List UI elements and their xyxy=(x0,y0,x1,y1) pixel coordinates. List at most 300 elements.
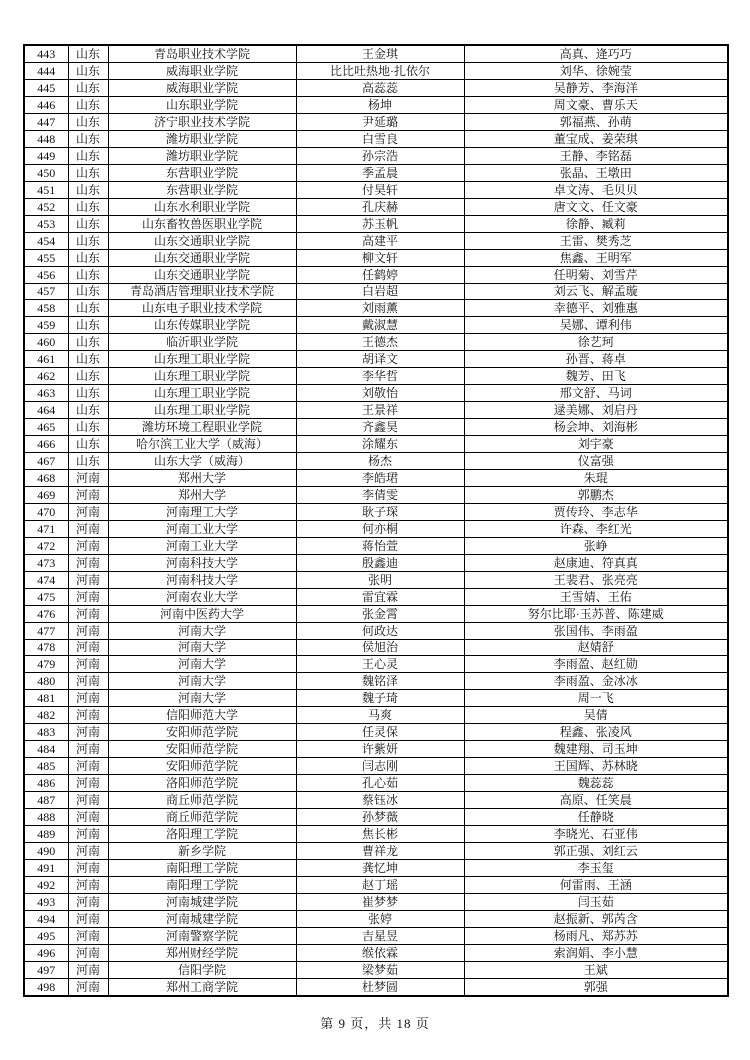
cell-advisors: 杨会坤、刘海彬 xyxy=(464,419,728,436)
cell-no: 493 xyxy=(24,893,68,910)
cell-student: 耿子琛 xyxy=(296,503,464,520)
table-row xyxy=(24,419,728,436)
cell-province: 山东 xyxy=(68,232,108,249)
cell-province: 河南 xyxy=(68,571,108,588)
cell-school: 商丘师范学院 xyxy=(108,809,296,826)
table-row xyxy=(24,486,728,503)
award-list-table xyxy=(23,44,729,997)
table-row xyxy=(24,45,728,63)
cell-no: 466 xyxy=(24,436,68,453)
cell-student: 杨杰 xyxy=(296,453,464,470)
cell-school: 临沂职业学院 xyxy=(108,334,296,351)
cell-school: 河南警察学院 xyxy=(108,927,296,944)
table-row xyxy=(24,910,728,927)
cell-school: 河南工业大学 xyxy=(108,520,296,537)
cell-no: 488 xyxy=(24,809,68,826)
cell-advisors: 赵康迪、符真真 xyxy=(464,554,728,571)
cell-province: 河南 xyxy=(68,588,108,605)
cell-province: 山东 xyxy=(68,453,108,470)
cell-no: 479 xyxy=(24,656,68,673)
cell-student: 任灵保 xyxy=(296,724,464,741)
cell-province: 山东 xyxy=(68,181,108,198)
cell-no: 462 xyxy=(24,368,68,385)
cell-student: 马爽 xyxy=(296,707,464,724)
cell-student: 尹延璐 xyxy=(296,113,464,130)
cell-no: 486 xyxy=(24,775,68,792)
cell-school: 信阳学院 xyxy=(108,961,296,978)
cell-no: 443 xyxy=(24,45,68,63)
cell-school: 威海职业学院 xyxy=(108,63,296,80)
cell-student: 高蕊蕊 xyxy=(296,80,464,97)
cell-school: 河南大学 xyxy=(108,622,296,639)
cell-province: 山东 xyxy=(68,130,108,147)
cell-no: 464 xyxy=(24,402,68,419)
cell-province: 山东 xyxy=(68,147,108,164)
cell-advisors: 张峥 xyxy=(464,537,728,554)
cell-school: 商丘师范学院 xyxy=(108,792,296,809)
cell-student: 魏铭泽 xyxy=(296,673,464,690)
cell-school: 东营职业学院 xyxy=(108,181,296,198)
cell-advisors: 张国伟、李雨盈 xyxy=(464,622,728,639)
cell-no: 444 xyxy=(24,63,68,80)
cell-province: 山东 xyxy=(68,63,108,80)
cell-province: 河南 xyxy=(68,656,108,673)
cell-province: 河南 xyxy=(68,690,108,707)
cell-no: 494 xyxy=(24,910,68,927)
table-row xyxy=(24,876,728,893)
table-row xyxy=(24,385,728,402)
table-row xyxy=(24,792,728,809)
table-row xyxy=(24,605,728,622)
cell-advisors: 李雨盈、金冰冰 xyxy=(464,673,728,690)
cell-no: 497 xyxy=(24,961,68,978)
cell-no: 485 xyxy=(24,758,68,775)
cell-advisors: 李晓光、石亚伟 xyxy=(464,826,728,843)
cell-no: 474 xyxy=(24,571,68,588)
cell-school: 山东大学（威海） xyxy=(108,453,296,470)
cell-advisors: 焦鑫、王明军 xyxy=(464,249,728,266)
cell-student: 柳文轩 xyxy=(296,249,464,266)
cell-student: 胡译文 xyxy=(296,351,464,368)
cell-no: 447 xyxy=(24,113,68,130)
cell-student: 赵丁瑶 xyxy=(296,876,464,893)
cell-student: 吉星昱 xyxy=(296,927,464,944)
cell-no: 480 xyxy=(24,673,68,690)
cell-student: 齐鑫昊 xyxy=(296,419,464,436)
cell-no: 451 xyxy=(24,181,68,198)
cell-school: 山东职业学院 xyxy=(108,97,296,114)
cell-school: 河南科技大学 xyxy=(108,571,296,588)
cell-student: 蔡钰冰 xyxy=(296,792,464,809)
cell-no: 487 xyxy=(24,792,68,809)
table-row xyxy=(24,80,728,97)
cell-school: 潍坊环境工程职业学院 xyxy=(108,419,296,436)
cell-no: 446 xyxy=(24,97,68,114)
cell-province: 山东 xyxy=(68,80,108,97)
cell-province: 河南 xyxy=(68,910,108,927)
cell-no: 481 xyxy=(24,690,68,707)
cell-no: 458 xyxy=(24,300,68,317)
table-row xyxy=(24,622,728,639)
cell-advisors: 王静、李铭磊 xyxy=(464,147,728,164)
cell-student: 杨坤 xyxy=(296,97,464,114)
cell-student: 李华哲 xyxy=(296,368,464,385)
table-row xyxy=(24,283,728,300)
table-row xyxy=(24,893,728,910)
table-row xyxy=(24,809,728,826)
cell-province: 山东 xyxy=(68,215,108,232)
cell-province: 河南 xyxy=(68,554,108,571)
cell-advisors: 王雪婧、王佑 xyxy=(464,588,728,605)
cell-no: 461 xyxy=(24,351,68,368)
cell-school: 河南大学 xyxy=(108,690,296,707)
cell-advisors: 李雨盈、赵红勋 xyxy=(464,656,728,673)
cell-no: 475 xyxy=(24,588,68,605)
cell-advisors: 赵婧舒 xyxy=(464,639,728,656)
table-row xyxy=(24,537,728,554)
cell-advisors: 程鑫、张凌风 xyxy=(464,724,728,741)
cell-advisors: 郭正强、刘红云 xyxy=(464,842,728,859)
table-row xyxy=(24,453,728,470)
cell-school: 郑州大学 xyxy=(108,469,296,486)
cell-advisors: 朱琨 xyxy=(464,469,728,486)
cell-advisors: 何雷雨、王涵 xyxy=(464,876,728,893)
table-row xyxy=(24,97,728,114)
cell-province: 河南 xyxy=(68,978,108,996)
cell-student: 雷宜霖 xyxy=(296,588,464,605)
cell-school: 山东电子职业技术学院 xyxy=(108,300,296,317)
cell-advisors: 索润娟、李小慧 xyxy=(464,944,728,961)
cell-province: 河南 xyxy=(68,622,108,639)
table-row xyxy=(24,147,728,164)
cell-school: 青岛职业技术学院 xyxy=(108,45,296,63)
cell-no: 460 xyxy=(24,334,68,351)
table-row xyxy=(24,334,728,351)
cell-no: 496 xyxy=(24,944,68,961)
table-row xyxy=(24,775,728,792)
cell-province: 山东 xyxy=(68,283,108,300)
cell-student: 王金琪 xyxy=(296,45,464,63)
cell-advisors: 刘华、徐婉莹 xyxy=(464,63,728,80)
cell-province: 河南 xyxy=(68,605,108,622)
cell-school: 洛阳理工学院 xyxy=(108,826,296,843)
table-row xyxy=(24,724,728,741)
cell-student: 高建平 xyxy=(296,232,464,249)
cell-student: 梁梦茹 xyxy=(296,961,464,978)
cell-no: 465 xyxy=(24,419,68,436)
table-row xyxy=(24,690,728,707)
table-row xyxy=(24,469,728,486)
cell-advisors: 贾传玲、李志华 xyxy=(464,503,728,520)
cell-province: 河南 xyxy=(68,469,108,486)
cell-advisors: 吴静芳、李海洋 xyxy=(464,80,728,97)
table-row xyxy=(24,842,728,859)
cell-advisors: 刘云飞、解孟璇 xyxy=(464,283,728,300)
table-row xyxy=(24,639,728,656)
cell-province: 河南 xyxy=(68,724,108,741)
cell-school: 山东水利职业学院 xyxy=(108,198,296,215)
table-row xyxy=(24,978,728,996)
cell-student: 许紫妍 xyxy=(296,741,464,758)
cell-no: 484 xyxy=(24,741,68,758)
cell-advisors: 吴娜、谭利伟 xyxy=(464,317,728,334)
cell-school: 山东交通职业学院 xyxy=(108,249,296,266)
cell-province: 山东 xyxy=(68,198,108,215)
cell-advisors: 闫玉茹 xyxy=(464,893,728,910)
cell-advisors: 李玉玺 xyxy=(464,859,728,876)
cell-province: 河南 xyxy=(68,758,108,775)
cell-no: 470 xyxy=(24,503,68,520)
table-row xyxy=(24,927,728,944)
cell-province: 山东 xyxy=(68,164,108,181)
cell-province: 河南 xyxy=(68,639,108,656)
table-row xyxy=(24,300,728,317)
cell-school: 济宁职业技术学院 xyxy=(108,113,296,130)
cell-advisors: 唐文文、任文豪 xyxy=(464,198,728,215)
cell-advisors: 孙晋、蒋卓 xyxy=(464,351,728,368)
table-row xyxy=(24,554,728,571)
cell-school: 山东理工职业学院 xyxy=(108,368,296,385)
cell-advisors: 任明菊、刘雪芹 xyxy=(464,266,728,283)
cell-school: 潍坊职业学院 xyxy=(108,147,296,164)
cell-province: 山东 xyxy=(68,300,108,317)
cell-province: 河南 xyxy=(68,876,108,893)
cell-province: 河南 xyxy=(68,893,108,910)
cell-advisors: 魏建翔、司玉坤 xyxy=(464,741,728,758)
cell-advisors: 卓文涛、毛贝贝 xyxy=(464,181,728,198)
cell-province: 山东 xyxy=(68,368,108,385)
cell-student: 龚忆坤 xyxy=(296,859,464,876)
cell-province: 山东 xyxy=(68,317,108,334)
cell-student: 王景祥 xyxy=(296,402,464,419)
table-row xyxy=(24,826,728,843)
cell-student: 苏玉帆 xyxy=(296,215,464,232)
cell-province: 河南 xyxy=(68,503,108,520)
cell-school: 青岛酒店管理职业技术学院 xyxy=(108,283,296,300)
cell-no: 459 xyxy=(24,317,68,334)
cell-advisors: 王国辉、苏林晓 xyxy=(464,758,728,775)
page-number-footer: 第 9 页，共 18 页 xyxy=(320,1016,430,1031)
cell-school: 河南城建学院 xyxy=(108,893,296,910)
cell-no: 445 xyxy=(24,80,68,97)
cell-province: 河南 xyxy=(68,520,108,537)
cell-student: 李倩雯 xyxy=(296,486,464,503)
cell-school: 郑州大学 xyxy=(108,486,296,503)
cell-student: 季孟晨 xyxy=(296,164,464,181)
cell-school: 安阳师范学院 xyxy=(108,724,296,741)
cell-school: 郑州财经学院 xyxy=(108,944,296,961)
cell-student: 戴淑慧 xyxy=(296,317,464,334)
cell-province: 河南 xyxy=(68,944,108,961)
table-row xyxy=(24,215,728,232)
cell-school: 南阳理工学院 xyxy=(108,859,296,876)
cell-student: 任鹤婷 xyxy=(296,266,464,283)
table-row xyxy=(24,588,728,605)
table-row xyxy=(24,266,728,283)
cell-advisors: 刘宇豪 xyxy=(464,436,728,453)
cell-no: 473 xyxy=(24,554,68,571)
table-row xyxy=(24,63,728,80)
cell-no: 456 xyxy=(24,266,68,283)
cell-no: 468 xyxy=(24,469,68,486)
table-row xyxy=(24,503,728,520)
cell-no: 467 xyxy=(24,453,68,470)
cell-no: 490 xyxy=(24,842,68,859)
cell-school: 河南理工大学 xyxy=(108,503,296,520)
cell-advisors: 杨雨凡、郑苏苏 xyxy=(464,927,728,944)
cell-school: 山东理工职业学院 xyxy=(108,402,296,419)
table-row xyxy=(24,113,728,130)
cell-advisors: 张晶、王墩田 xyxy=(464,164,728,181)
cell-school: 安阳师范学院 xyxy=(108,758,296,775)
table-row xyxy=(24,198,728,215)
cell-province: 河南 xyxy=(68,961,108,978)
table-row xyxy=(24,656,728,673)
cell-province: 河南 xyxy=(68,537,108,554)
cell-advisors: 许森、李红光 xyxy=(464,520,728,537)
cell-province: 河南 xyxy=(68,842,108,859)
cell-advisors: 高真、逄巧巧 xyxy=(464,45,728,63)
cell-no: 477 xyxy=(24,622,68,639)
table-row xyxy=(24,961,728,978)
cell-advisors: 幸德平、刘雅惠 xyxy=(464,300,728,317)
cell-student: 张金霄 xyxy=(296,605,464,622)
cell-no: 476 xyxy=(24,605,68,622)
cell-no: 463 xyxy=(24,385,68,402)
cell-province: 山东 xyxy=(68,45,108,63)
cell-school: 河南科技大学 xyxy=(108,554,296,571)
cell-province: 河南 xyxy=(68,792,108,809)
cell-no: 492 xyxy=(24,876,68,893)
cell-province: 山东 xyxy=(68,419,108,436)
cell-no: 489 xyxy=(24,826,68,843)
cell-no: 478 xyxy=(24,639,68,656)
cell-advisors: 郭鹏杰 xyxy=(464,486,728,503)
cell-student: 白岩超 xyxy=(296,283,464,300)
table-row xyxy=(24,181,728,198)
cell-school: 信阳师范大学 xyxy=(108,707,296,724)
table-row xyxy=(24,249,728,266)
cell-advisors: 周文豪、曹乐天 xyxy=(464,97,728,114)
cell-school: 山东理工职业学院 xyxy=(108,385,296,402)
cell-school: 潍坊职业学院 xyxy=(108,130,296,147)
cell-no: 449 xyxy=(24,147,68,164)
cell-province: 河南 xyxy=(68,486,108,503)
cell-school: 南阳理工学院 xyxy=(108,876,296,893)
cell-no: 453 xyxy=(24,215,68,232)
table-row xyxy=(24,130,728,147)
cell-advisors: 王裴君、张亮亮 xyxy=(464,571,728,588)
cell-student: 蒋怡萱 xyxy=(296,537,464,554)
cell-province: 山东 xyxy=(68,402,108,419)
table-row xyxy=(24,436,728,453)
cell-advisors: 魏芳、田飞 xyxy=(464,368,728,385)
cell-student: 张明 xyxy=(296,571,464,588)
table-row xyxy=(24,368,728,385)
cell-student: 闫志刚 xyxy=(296,758,464,775)
cell-school: 安阳师范学院 xyxy=(108,741,296,758)
cell-student: 缑依霖 xyxy=(296,944,464,961)
cell-student: 白雪良 xyxy=(296,130,464,147)
cell-school: 河南城建学院 xyxy=(108,910,296,927)
cell-student: 孙宗浩 xyxy=(296,147,464,164)
cell-student: 何亦桐 xyxy=(296,520,464,537)
cell-advisors: 魏蕊蕊 xyxy=(464,775,728,792)
cell-advisors: 王雷、樊秀芝 xyxy=(464,232,728,249)
cell-no: 472 xyxy=(24,537,68,554)
cell-province: 河南 xyxy=(68,859,108,876)
cell-student: 刘雨薰 xyxy=(296,300,464,317)
cell-school: 洛阳师范学院 xyxy=(108,775,296,792)
cell-school: 郑州工商学院 xyxy=(108,978,296,996)
cell-province: 河南 xyxy=(68,826,108,843)
table-row xyxy=(24,571,728,588)
table-row xyxy=(24,673,728,690)
table-row xyxy=(24,317,728,334)
cell-school: 河南大学 xyxy=(108,639,296,656)
cell-school: 河南大学 xyxy=(108,656,296,673)
cell-province: 山东 xyxy=(68,334,108,351)
cell-student: 比比吐热地·扎依尔 xyxy=(296,63,464,80)
cell-school: 东营职业学院 xyxy=(108,164,296,181)
cell-no: 454 xyxy=(24,232,68,249)
cell-no: 495 xyxy=(24,927,68,944)
cell-advisors: 徐静、臧莉 xyxy=(464,215,728,232)
cell-advisors: 王斌 xyxy=(464,961,728,978)
cell-school: 河南大学 xyxy=(108,673,296,690)
cell-student: 孙梦薇 xyxy=(296,809,464,826)
table-row xyxy=(24,402,728,419)
table-row xyxy=(24,741,728,758)
table-body xyxy=(24,45,728,996)
cell-no: 455 xyxy=(24,249,68,266)
cell-school: 河南农业大学 xyxy=(108,588,296,605)
cell-student: 殷鑫迪 xyxy=(296,554,464,571)
cell-advisors: 赵振新、郭芮含 xyxy=(464,910,728,927)
cell-advisors: 逯美娜、刘启丹 xyxy=(464,402,728,419)
cell-school: 山东畜牧兽医职业学院 xyxy=(108,215,296,232)
cell-school: 河南中医药大学 xyxy=(108,605,296,622)
cell-school: 山东理工职业学院 xyxy=(108,351,296,368)
cell-no: 483 xyxy=(24,724,68,741)
cell-province: 山东 xyxy=(68,97,108,114)
cell-student: 刘敬怡 xyxy=(296,385,464,402)
cell-school: 山东交通职业学院 xyxy=(108,232,296,249)
cell-province: 河南 xyxy=(68,927,108,944)
cell-advisors: 董宝成、姜荣琪 xyxy=(464,130,728,147)
cell-student: 魏子琦 xyxy=(296,690,464,707)
cell-no: 452 xyxy=(24,198,68,215)
cell-student: 付昊轩 xyxy=(296,181,464,198)
cell-student: 李皓珺 xyxy=(296,469,464,486)
cell-student: 焦长彬 xyxy=(296,826,464,843)
cell-province: 山东 xyxy=(68,351,108,368)
cell-no: 482 xyxy=(24,707,68,724)
cell-student: 孔庆赫 xyxy=(296,198,464,215)
cell-no: 469 xyxy=(24,486,68,503)
cell-province: 山东 xyxy=(68,266,108,283)
cell-no: 471 xyxy=(24,520,68,537)
cell-student: 王德杰 xyxy=(296,334,464,351)
cell-student: 张婷 xyxy=(296,910,464,927)
cell-student: 崔梦梦 xyxy=(296,893,464,910)
cell-student: 涂耀东 xyxy=(296,436,464,453)
cell-school: 山东传媒职业学院 xyxy=(108,317,296,334)
cell-province: 河南 xyxy=(68,673,108,690)
cell-school: 威海职业学院 xyxy=(108,80,296,97)
table-row xyxy=(24,944,728,961)
cell-province: 山东 xyxy=(68,249,108,266)
